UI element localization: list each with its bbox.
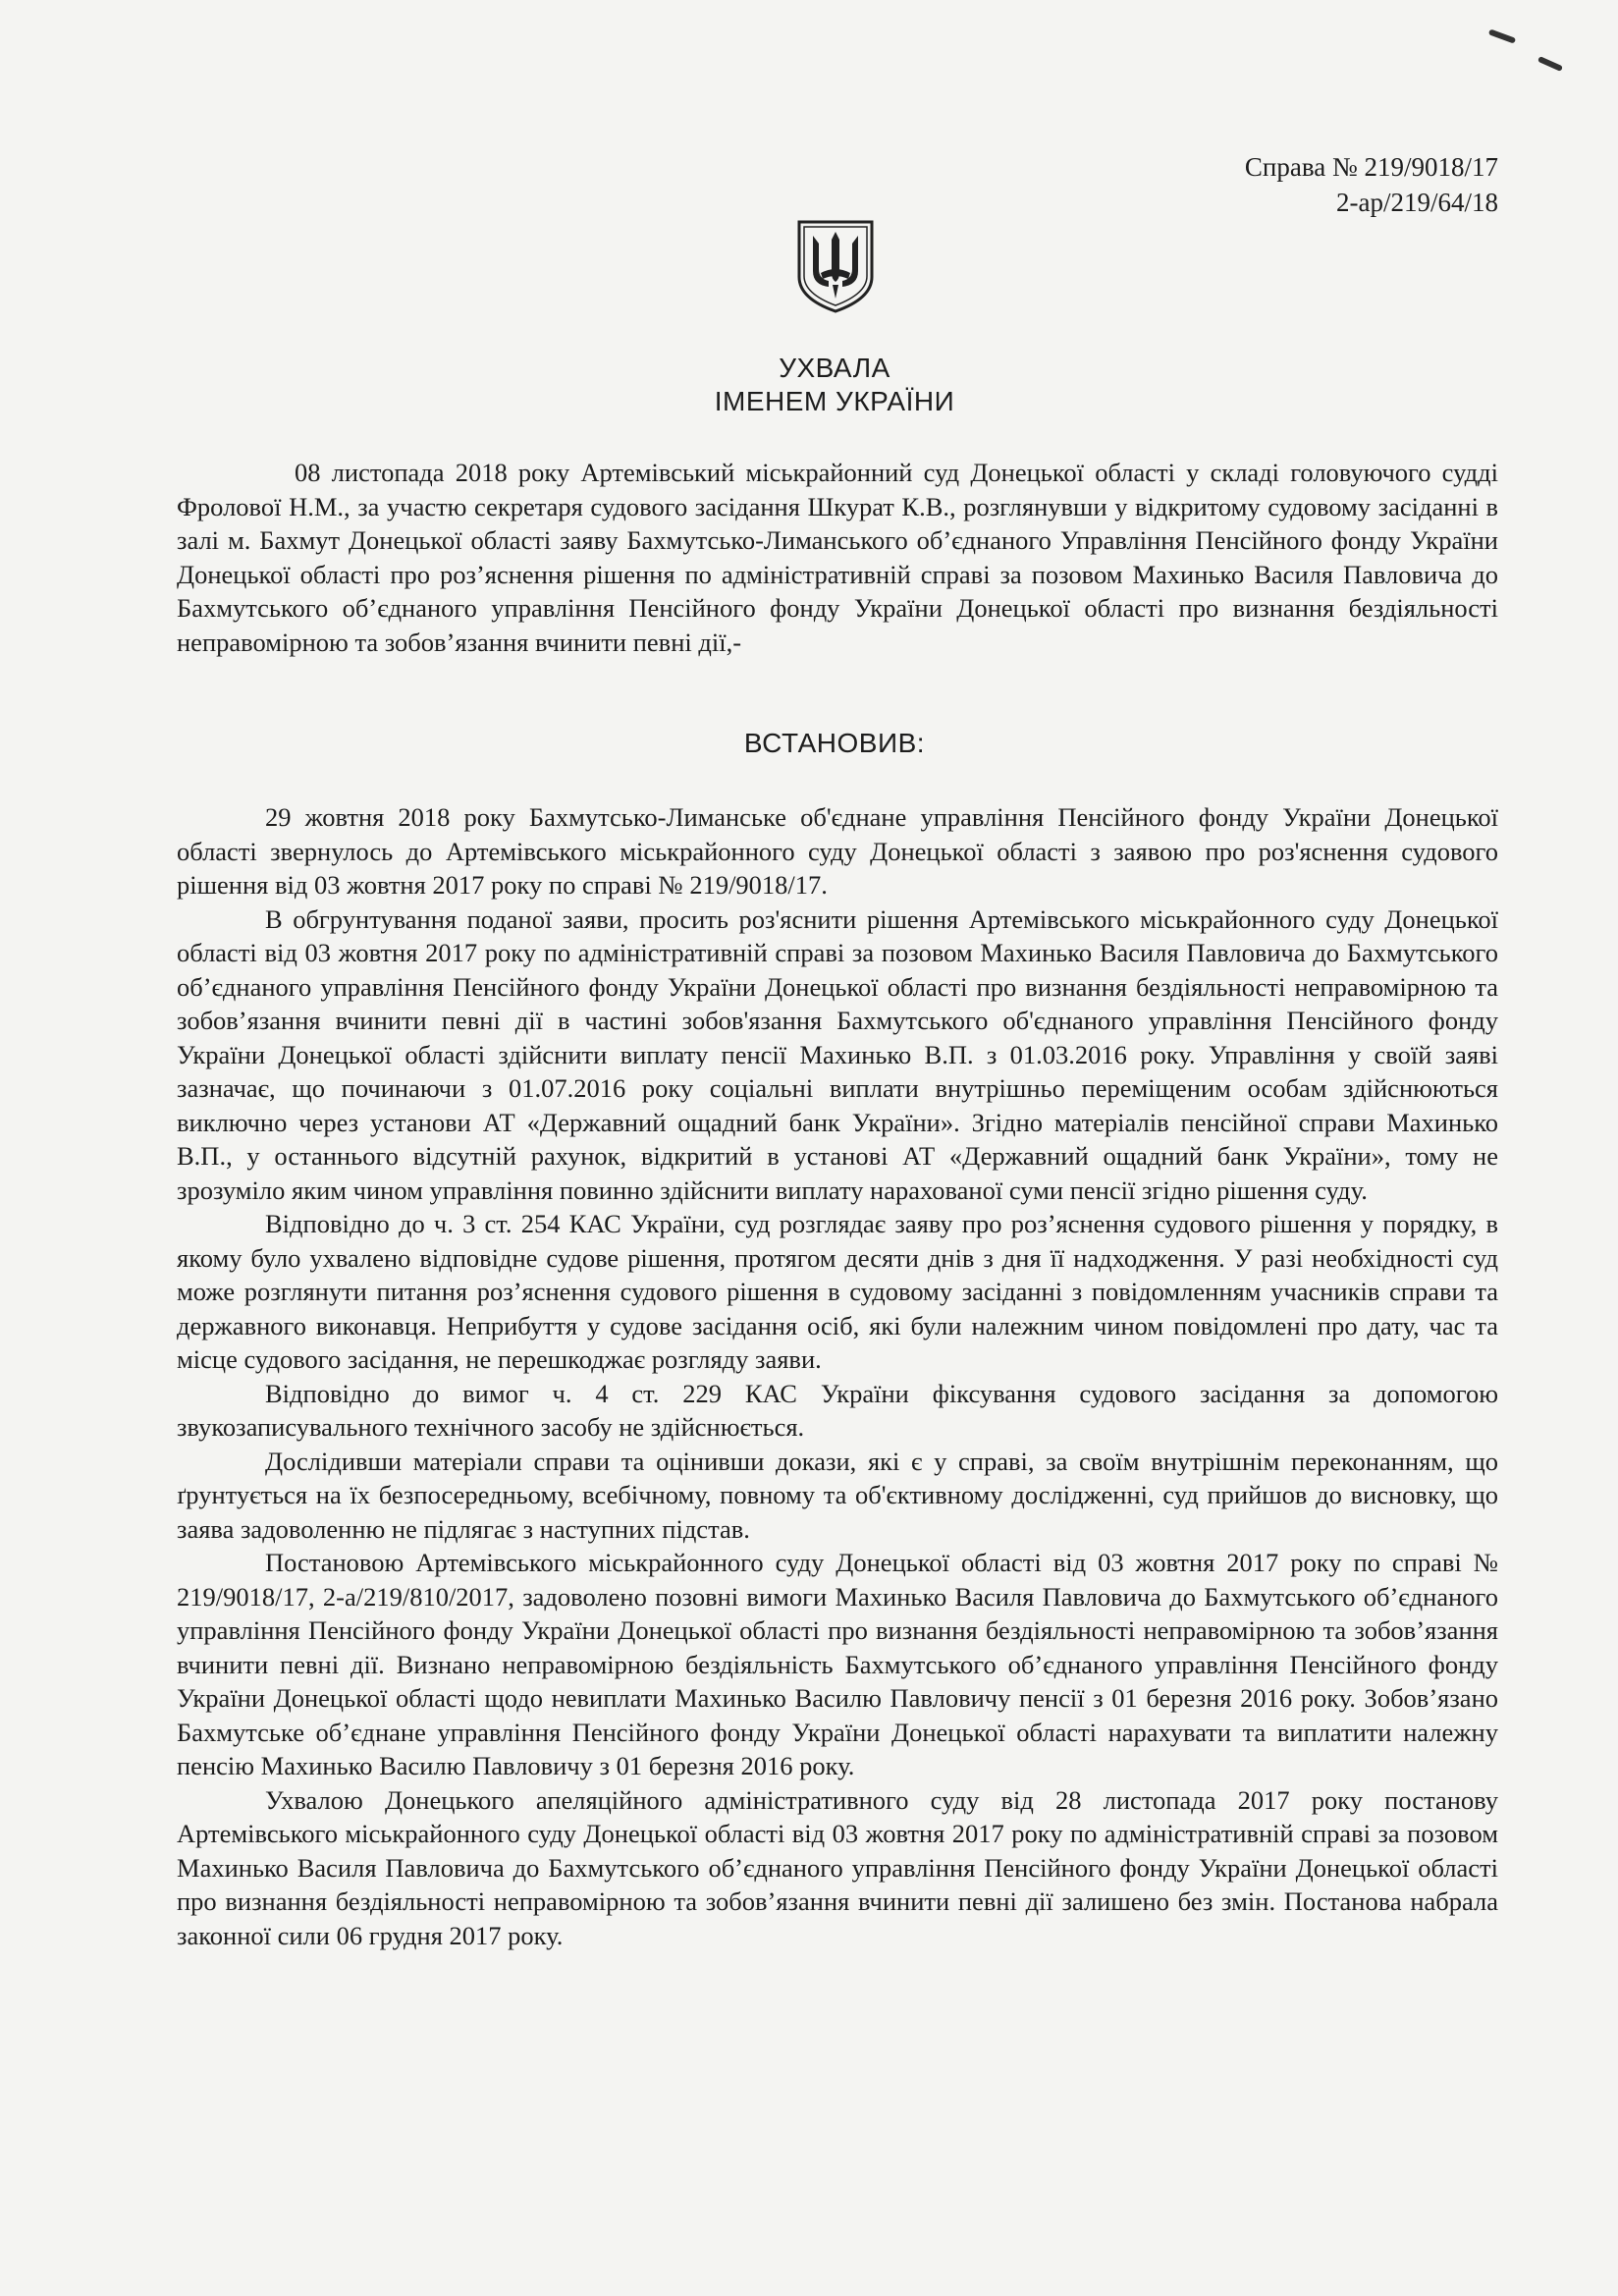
established-heading: ВСТАНОВИВ: bbox=[743, 728, 926, 758]
paragraph-2: В обгрунтування поданої заяви, просить роз'яснити рішення Артемівського міськрайонного суду Донецької області від 03 жовтня 2017 року по адміністративній справі за позовом Махинько Василя Павловича до Бахмутського об’єднаного управління Пенсійного фонду України Донецької області про визнання бездіяльності неправомірною та зобов’язання вчинити певні дії в частині зобов'язання Бахмутського об'єднаного управління Пенсійного фонду України Донецької області здійснити виплату пенсії Махинько В.П. з 01.03.2016 року. Управління у своїй заяві зазначає, що починаючи з 01.07.2016 року соціальні виплати внутрішньо переміщеним особам здійснюються виключно через установи АТ «Державний ощадний банк України». Згідно матеріалів пенсійної справи Махинько В.П., у останнього відсутній рахунок, відкритий в установі АТ «Державний ощадний банк України», тому не зрозуміло яким чином управління повинно здійснити виплату нарахованої суми пенсії згідно рішення суду. bbox=[177, 903, 1498, 1205]
in-the-name-title: ІМЕНЕМ УКРАЇНИ bbox=[714, 386, 955, 416]
scan-artifact bbox=[1488, 28, 1516, 43]
document-type-title: УХВАЛА bbox=[779, 353, 890, 383]
scan-artifact bbox=[1537, 56, 1563, 72]
paragraph-4: Відповідно до вимог ч. 4 ст. 229 КАС України фіксування судового засідання за допомогою звукозаписувального технічного засобу не здійснюється. bbox=[177, 1378, 1498, 1442]
trident-coat-of-arms-icon bbox=[791, 216, 880, 314]
paragraph-5: Дослідивши матеріали справи та оцінивши докази, які є у справі, за своїм внутрішнім переконанням, що ґрунтується на їх безпосередньому, всебічному, повному та об'єктивному дослідженні, суд прийшов до висновку, що заява задоволенню не підлягає з наступних підстав. bbox=[177, 1446, 1498, 1544]
intro-paragraph: 08 листопада 2018 року Артемівський міськрайонний суд Донецької області у складі головуючого судді Фролової Н.М., за участю секретаря судового засідання Шкурат К.В., розглянувши у відкритому судовому засіданні в залі м. Бахмут Донецької області заяву Бахмутсько-Лиманського об’єднаного Управління Пенсійного фонду України Донецької області про роз’яснення рішення по адміністративній справі за позовом Махинько Василя Павловича до Бахмутського об’єднаного управління Пенсійного фонду України Донецької області про визнання бездіяльності неправомірною та зобов’язання вчинити певні дії,- bbox=[177, 458, 1498, 657]
main-body bbox=[177, 800, 1498, 1952]
intro-section bbox=[177, 456, 1498, 659]
paragraph-1: 29 жовтня 2018 року Бахмутсько-Лиманське об'єднане управління Пенсійного фонду України Донецької області звернулось до Артемівського міськрайонного суду Донецької області з заявою про роз'яснення судового рішення від 03 жовтня 2017 року по справі № 219/9018/17. bbox=[177, 802, 1498, 900]
paragraph-6: Постановою Артемівського міськрайонного суду Донецької області від 03 жовтня 2017 року по справі № 219/9018/17, 2-а/219/810/2017, задоволено позовні вимоги Махинько Василя Павловича до Бахмутського об’єднаного управління Пенсійного фонду України Донецької області про визнання бездіяльності неправомірною та зобов’язання вчинити певні дії. Визнано неправомірною бездіяльність Бахмутського об’єднаного управління Пенсійного фонду України Донецької області щодо невиплати Махинько Василю Павловичу пенсії з 01 березня 2016 року. Зобов’язано Бахмутське об’єднане управління Пенсійного фонду України Донецької області нарахувати та виплатити належну пенсію Махинько Василю Павловичу з 01 березня 2016 року. bbox=[177, 1548, 1498, 1780]
case-number-block bbox=[1245, 149, 1498, 220]
paragraph-3: Відповідно до ч. 3 ст. 254 КАС України, суд розглядає заяву про роз’яснення судового рішення у порядку, в якому було ухвалено відповідне судове рішення, протягом десяти днів з дня її надходження. У разі необхідності суд може розглянути питання роз’яснення судового рішення в судовому засіданні з повідомленням учасників справи та державного виконавця. Неприбуття у судове засідання осіб, які були належним чином повідомлені про дату, час та місце судового засідання, не перешкоджає розгляду заяви. bbox=[177, 1209, 1498, 1374]
case-number: Справа № 219/9018/17 bbox=[1244, 152, 1498, 182]
paragraph-7: Ухвалою Донецького апеляційного адміністративного суду від 28 листопада 2017 року постанову Артемівського міськрайонного суду Донецької області від 03 жовтня 2017 року по адміністративній справі за позовом Махинько Василя Павловича до Бахмутського об’єднаного управління Пенсійного фонду України Донецької області про визнання бездіяльності неправомірною та зобов’язання вчинити певні дії залишено без змін. Постанова набрала законної сили 06 грудня 2017 року. bbox=[177, 1784, 1498, 1950]
proceeding-number: 2-ар/219/64/18 bbox=[1336, 188, 1498, 217]
